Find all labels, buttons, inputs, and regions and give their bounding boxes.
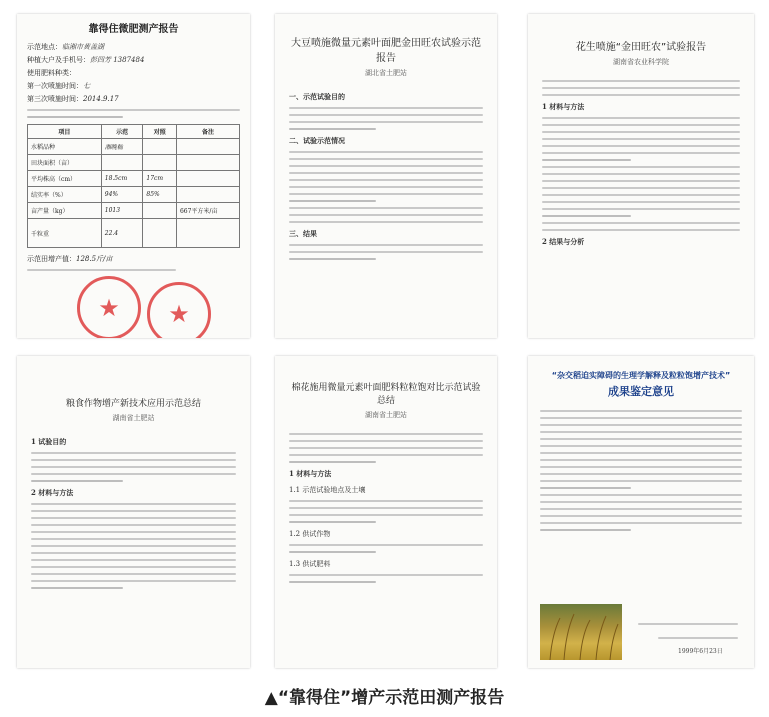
table-header: 示范: [101, 125, 143, 139]
document-peanut-report: [528, 14, 754, 338]
red-seal-icon: ★: [77, 276, 141, 338]
table-row: 水稻品种 湘晚籼: [28, 139, 240, 155]
doc4-subtitle: 湖南省土肥站: [112, 414, 155, 422]
doc2-section: 一、示范试验目的: [289, 92, 345, 101]
doc1-field-row: 使用肥料种类：: [27, 69, 76, 77]
doc3-title: 花生喷施“金田旺农”试验报告: [575, 42, 707, 53]
table-row: 田块面积（亩）: [28, 155, 240, 171]
document-cotton-report: [275, 356, 497, 668]
rice-stalks-icon: [540, 604, 622, 660]
document-grain-report: [17, 356, 250, 668]
doc1-table: [27, 124, 240, 248]
doc1-field-row: 第三次喷施时间：2014.9.17: [27, 95, 119, 103]
document-appraisal: [528, 356, 754, 668]
table-row: 亩产量（kg） 1013 667平方米/亩: [28, 203, 240, 219]
document-yield-report: [17, 14, 250, 338]
doc5-section: 1.1 示范试验地点及土壤: [289, 486, 366, 494]
table-header: 项目: [28, 125, 102, 139]
doc1-field-row: 第一次喷施时间：七: [27, 82, 90, 90]
doc5-section: 1.2 供试作物: [289, 530, 331, 538]
red-seal-icon: ★: [147, 282, 211, 338]
doc3-section: 1 材料与方法: [542, 102, 585, 111]
doc4-title: 粮食作物增产新技术应用示范总结: [65, 399, 201, 409]
doc5-title: 棉花施用微量元素叶面肥料粒粒饱对比示范试验总结: [291, 383, 481, 406]
table-header: 备注: [176, 125, 239, 139]
doc5-section: 1.3 供试肥料: [289, 560, 331, 568]
doc6-title: “杂交稻迫实障碍的生理学解释及粒粒饱增产技术”: [551, 371, 731, 380]
doc2-subtitle: 湖北省土肥站: [365, 69, 407, 77]
doc1-field-row: 种植大户及手机号：彭四芳 1387484: [27, 56, 145, 64]
doc1-title: 靠得住微肥测产报告: [88, 24, 179, 35]
doc2-section: 三、结果: [289, 229, 317, 238]
table-row: 平均株高（cm） 18.5cm 17cm: [28, 171, 240, 187]
doc3-subtitle: 湖南省农业科学院: [613, 58, 669, 66]
doc1-field-row: 示范地点：临湘市黄盖湖: [27, 43, 104, 51]
doc6-date: 1999年6月23日: [678, 648, 723, 655]
doc4-section: 1 试验目的: [31, 437, 67, 446]
doc5-subtitle: 湖南省土肥站: [365, 411, 407, 419]
table-row: 千粒重 22.4: [28, 219, 240, 248]
doc4-section: 2 材料与方法: [31, 488, 74, 497]
table-header: 对照: [143, 125, 177, 139]
doc3-section: 2 结果与分析: [542, 237, 585, 246]
image-caption: ▲“靠得住”增产示范田测产报告: [264, 688, 505, 708]
doc1-footer: 示范田增产值：128.5斤/亩: [27, 255, 113, 263]
document-soybean-report: [275, 14, 497, 338]
doc2-section: 二、试验示范情况: [289, 136, 345, 145]
doc2-title: 大豆喷施微量元素叶面肥金田旺农试验示范报告: [291, 38, 481, 64]
doc6-subtitle: 成果鉴定意见: [608, 385, 674, 398]
rice-field-photo: [540, 604, 622, 660]
table-row: 结实率（%） 94% 85%: [28, 187, 240, 203]
doc5-section: 1 材料与方法: [289, 469, 332, 478]
